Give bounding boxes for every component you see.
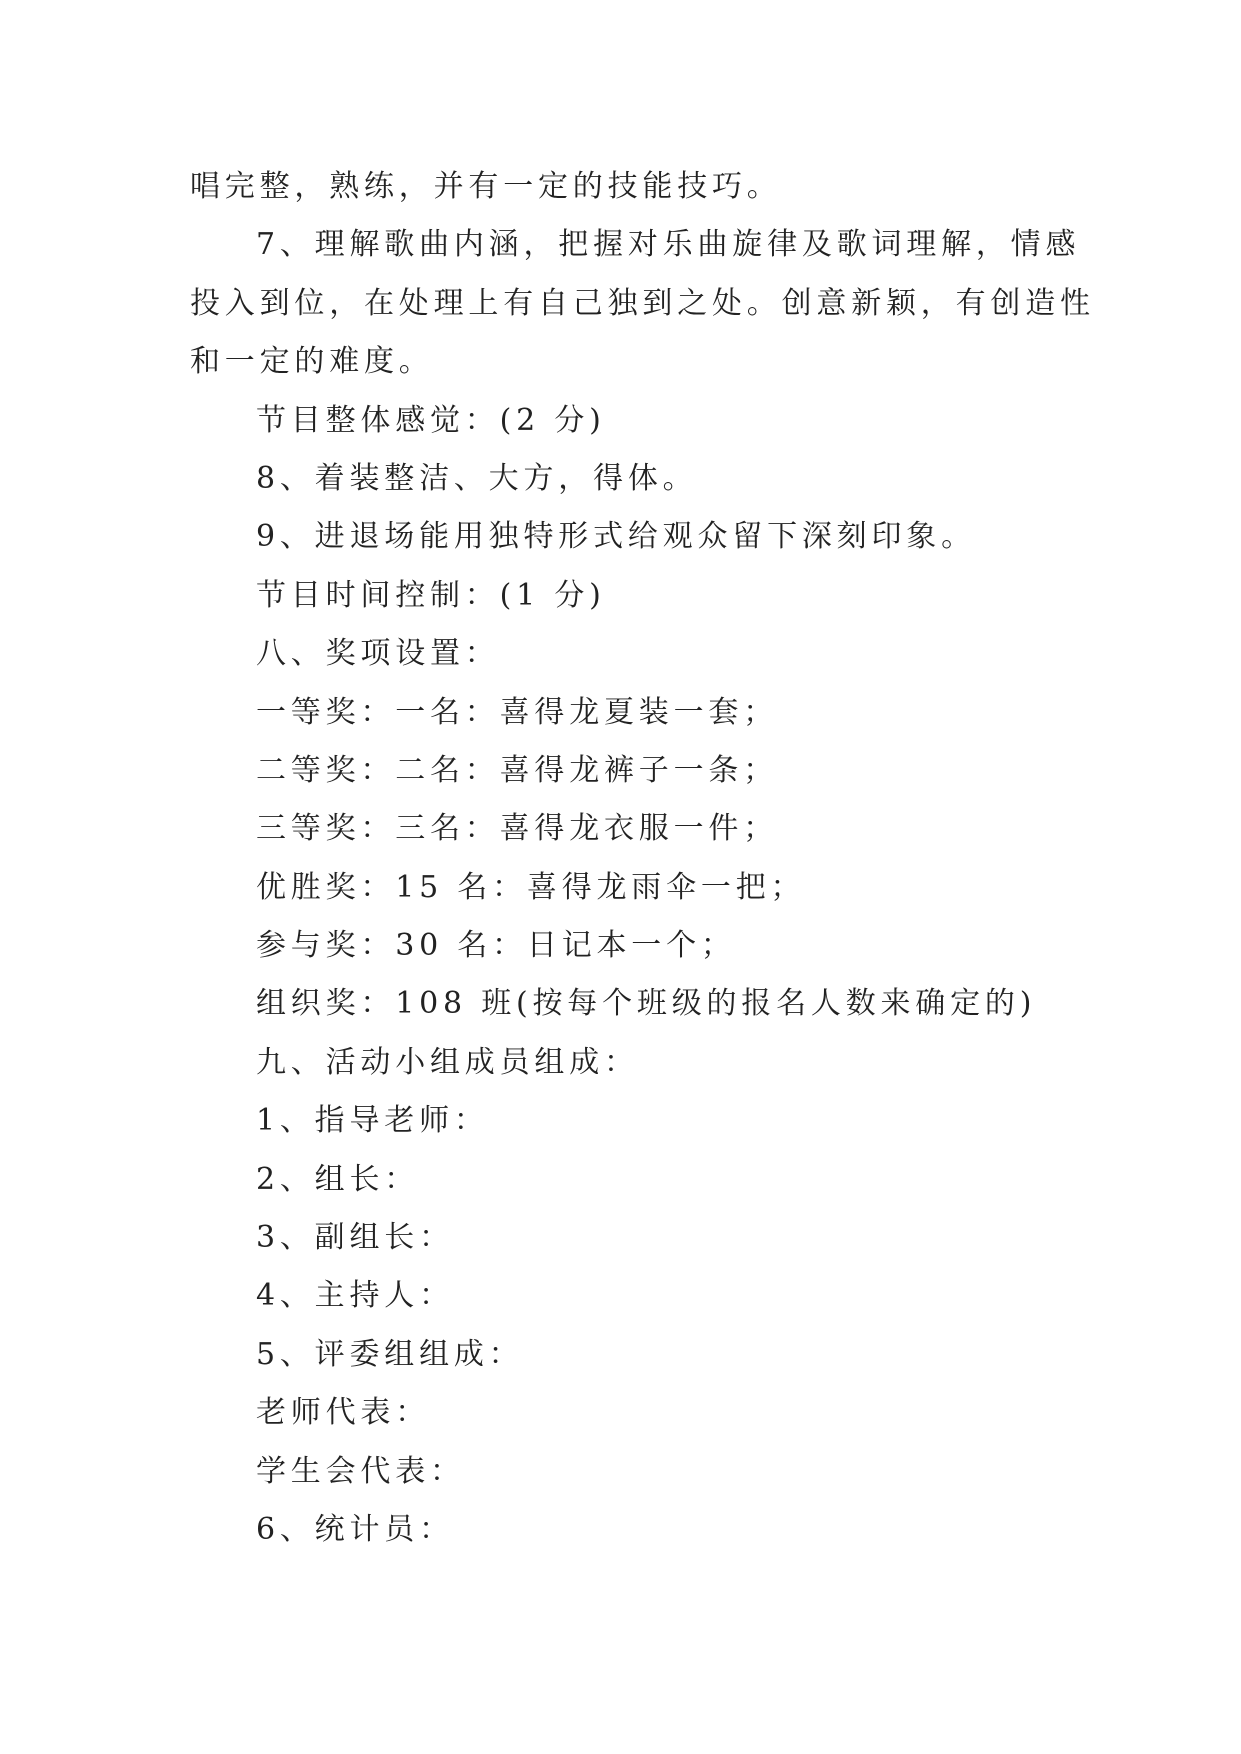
section-heading: 八、奖项设置： bbox=[256, 636, 500, 672]
list-item: 学生会代表： bbox=[256, 1453, 465, 1489]
list-item: 5、评委组组成： bbox=[256, 1336, 524, 1372]
section-heading: 节目整体感觉：(2 分) bbox=[256, 402, 606, 438]
paragraph-line: 和一定的难度。 bbox=[190, 344, 434, 380]
list-item: 1、指导老师： bbox=[256, 1103, 489, 1139]
list-item: 2、组长： bbox=[256, 1161, 420, 1197]
award-item: 二等奖：二名：喜得龙裤子一条； bbox=[256, 752, 778, 788]
award-item: 优胜奖：15 名：喜得龙雨伞一把； bbox=[256, 869, 806, 905]
paragraph-line: 投入到位，在处理上有自己独到之处。创意新颖，有创造性 bbox=[190, 285, 1095, 321]
list-item: 6、统计员： bbox=[256, 1511, 454, 1547]
list-item: 8、着装整洁、大方，得体。 bbox=[256, 460, 698, 496]
paragraph-line: 7、理解歌曲内涵，把握对乐曲旋律及歌词理解，情感 bbox=[256, 227, 1081, 263]
list-item: 老师代表： bbox=[256, 1395, 430, 1431]
document-body bbox=[190, 158, 1095, 1559]
award-item: 三等奖：三名：喜得龙衣服一件； bbox=[256, 811, 778, 847]
list-item: 3、副组长： bbox=[256, 1220, 454, 1256]
award-item: 参与奖：30 名：日记本一个； bbox=[256, 928, 736, 964]
award-item: 一等奖：一名：喜得龙夏装一套； bbox=[256, 694, 778, 730]
list-item: 4、主持人： bbox=[256, 1278, 454, 1314]
award-item: 组织奖：108 班(按每个班级的报名人数来确定的) bbox=[256, 986, 1037, 1022]
section-heading: 节目时间控制：(1 分) bbox=[256, 577, 606, 613]
paragraph-line: 唱完整，熟练，并有一定的技能技巧。 bbox=[190, 169, 782, 204]
section-heading: 九、活动小组成员组成： bbox=[256, 1044, 639, 1080]
list-item: 9、进退场能用独特形式给观众留下深刻印象。 bbox=[256, 519, 976, 555]
